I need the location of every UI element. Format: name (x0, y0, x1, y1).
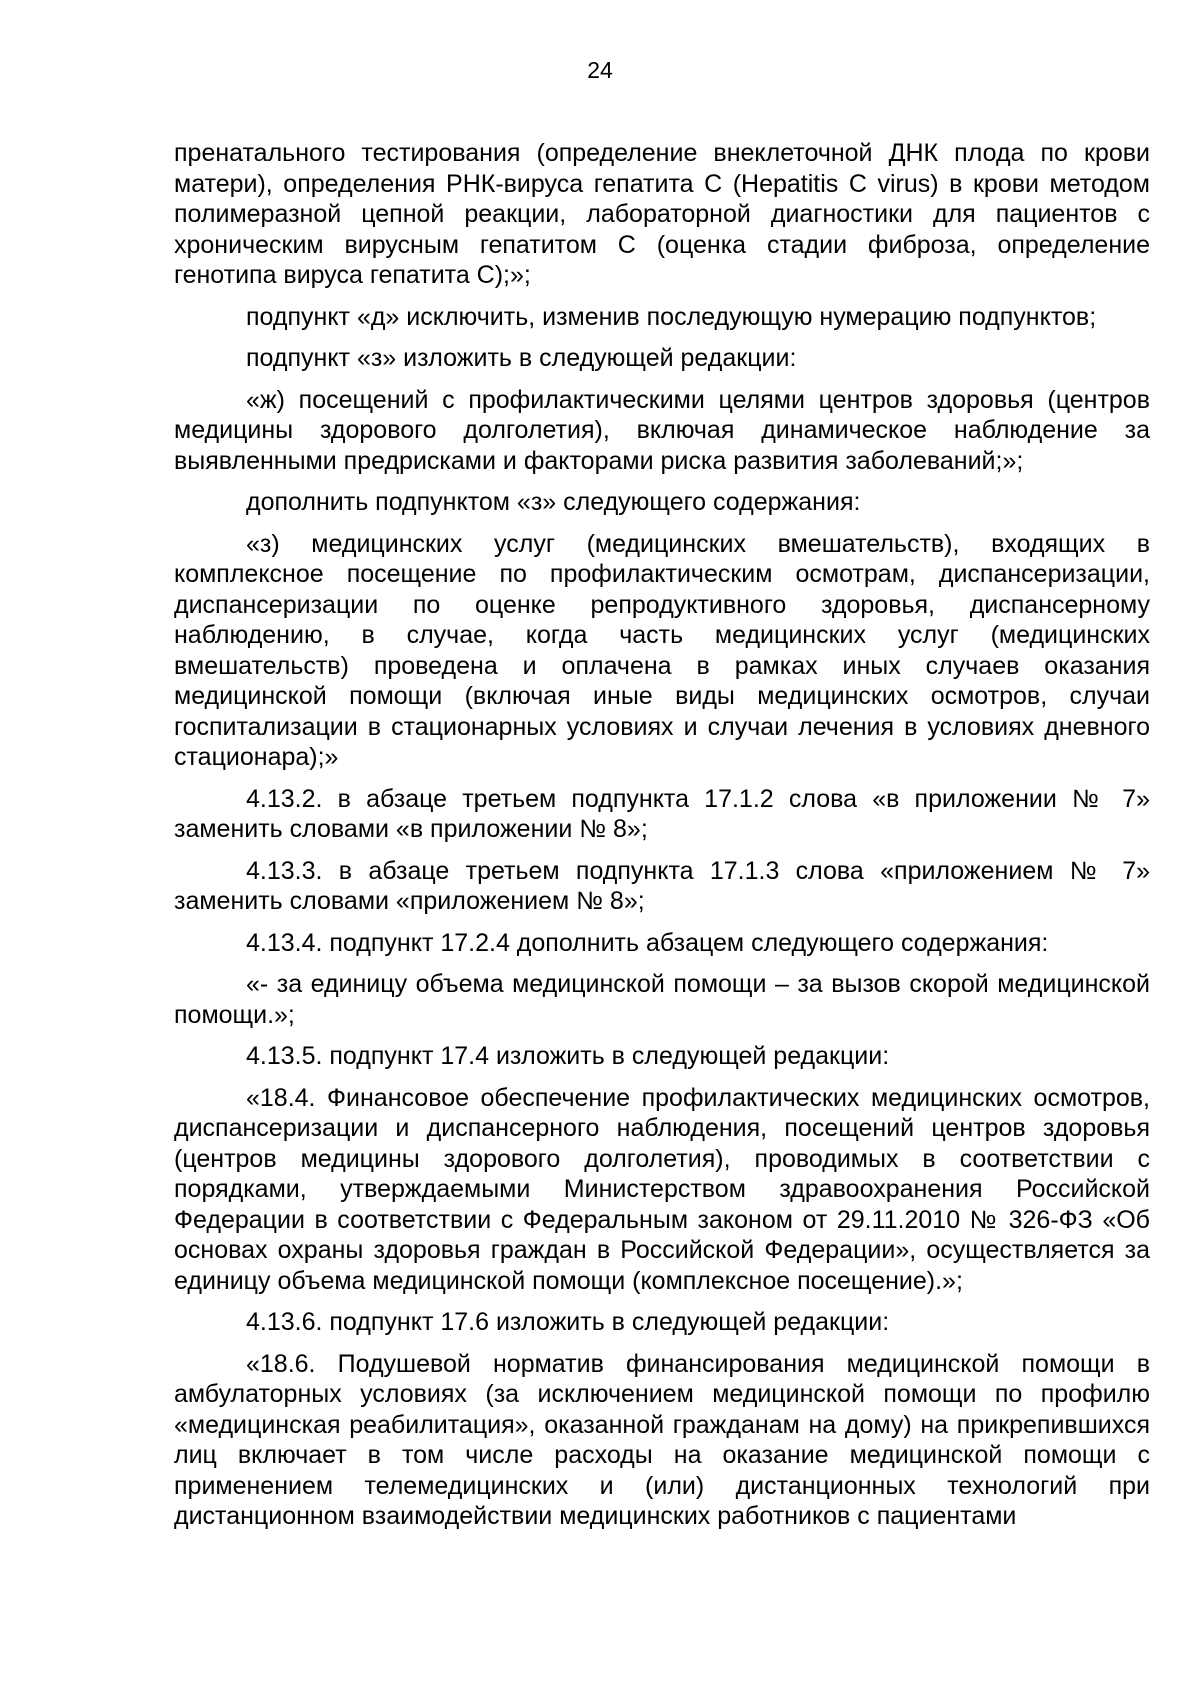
paragraph: подпункт «д» исключить, изменив последующую нумерацию подпунктов; (246, 302, 1097, 331)
paragraph: дополнить подпунктом «з» следующего содержания: (246, 488, 861, 516)
paragraph: 4.13.6. подпункт 17.6 изложить в следующей редакции: (246, 1308, 890, 1336)
document-body (174, 138, 1150, 1543)
paragraph: «з) медицинских услуг (медицинских вмешательств), входящих в комплексное посещение по профилактическим осмотрам, диспансеризации, диспансеризации по оценке репродуктивного здоровья, диспансерному наблюдению, в случае, когда часть медицинских услуг (медицинских вмешательств) проведена и оплачена в рамках иных случаев оказания медицинской помощи (включая иные виды медицинских осмотров, случаи госпитализации в стационарных условиях и случаи лечения в условиях дневного стационара);» (174, 529, 1150, 771)
paragraph: 4.13.4. подпункт 17.2.4 дополнить абзацем следующего содержания: (246, 928, 1049, 957)
paragraph: «18.6. Подушевой норматив финансирования медицинской помощи в амбулаторных условиях (за исключением медицинской помощи по профилю «медицинская реабилитация», оказанной гражданам на дому) на прикрепившихся лиц включает в том числе расходы на оказание медицинской помощи с применением телемедицинских и (или) дистанционных технологий при дистанционном взаимодействии медицинских работников с пациентами (174, 1349, 1150, 1530)
paragraph: «18.4. Финансовое обеспечение профилактических медицинских осмотров, диспансеризации и диспансерного наблюдения, посещений центров здоровья (центров медицины здорового долголетия), проводимых в соответствии с порядками, утверждаемыми Министерством здравоохранения Российской Федерации в соответствии с Федеральным законом от 29.11.2010 № 326-ФЗ «Об основах охраны здоровья граждан в Российской Федерации», осуществляется за единицу объема медицинской помощи (комплексное посещение).»; (174, 1083, 1150, 1295)
paragraph: пренатального тестирования (определение внеклеточной ДНК плода по крови матери), определения РНК-вируса гепатита С (Hepatitis C virus) в крови методом полимеразной цепной реакции, лабораторной диагностики для пациентов с хроническим вирусным гепатитом С (оценка стадии фиброза, определение генотипа вируса гепатита С);»; (174, 139, 1150, 289)
paragraph: «ж) посещений с профилактическими целями центров здоровья (центров медицины здорового долголетия), включая динамическое наблюдение за выявленными предрисками и факторами риска развития заболеваний;»; (174, 385, 1150, 475)
paragraph: «- за единицу объема медицинской помощи – за вызов скорой медицинской помощи.»; (174, 970, 1150, 1029)
paragraph: подпункт «з» изложить в следующей редакции: (246, 344, 797, 372)
paragraph: 4.13.3. в абзаце третьем подпункта 17.1.3 слова «приложением № 7» заменить словами «приложением № 8»; (174, 856, 1150, 915)
paragraph: 4.13.2. в абзаце третьем подпункта 17.1.2 слова «в приложении № 7» заменить словами «в приложении № 8»; (174, 784, 1150, 843)
paragraph: 4.13.5. подпункт 17.4 изложить в следующей редакции: (246, 1042, 890, 1070)
page-number: 24 (587, 57, 613, 83)
